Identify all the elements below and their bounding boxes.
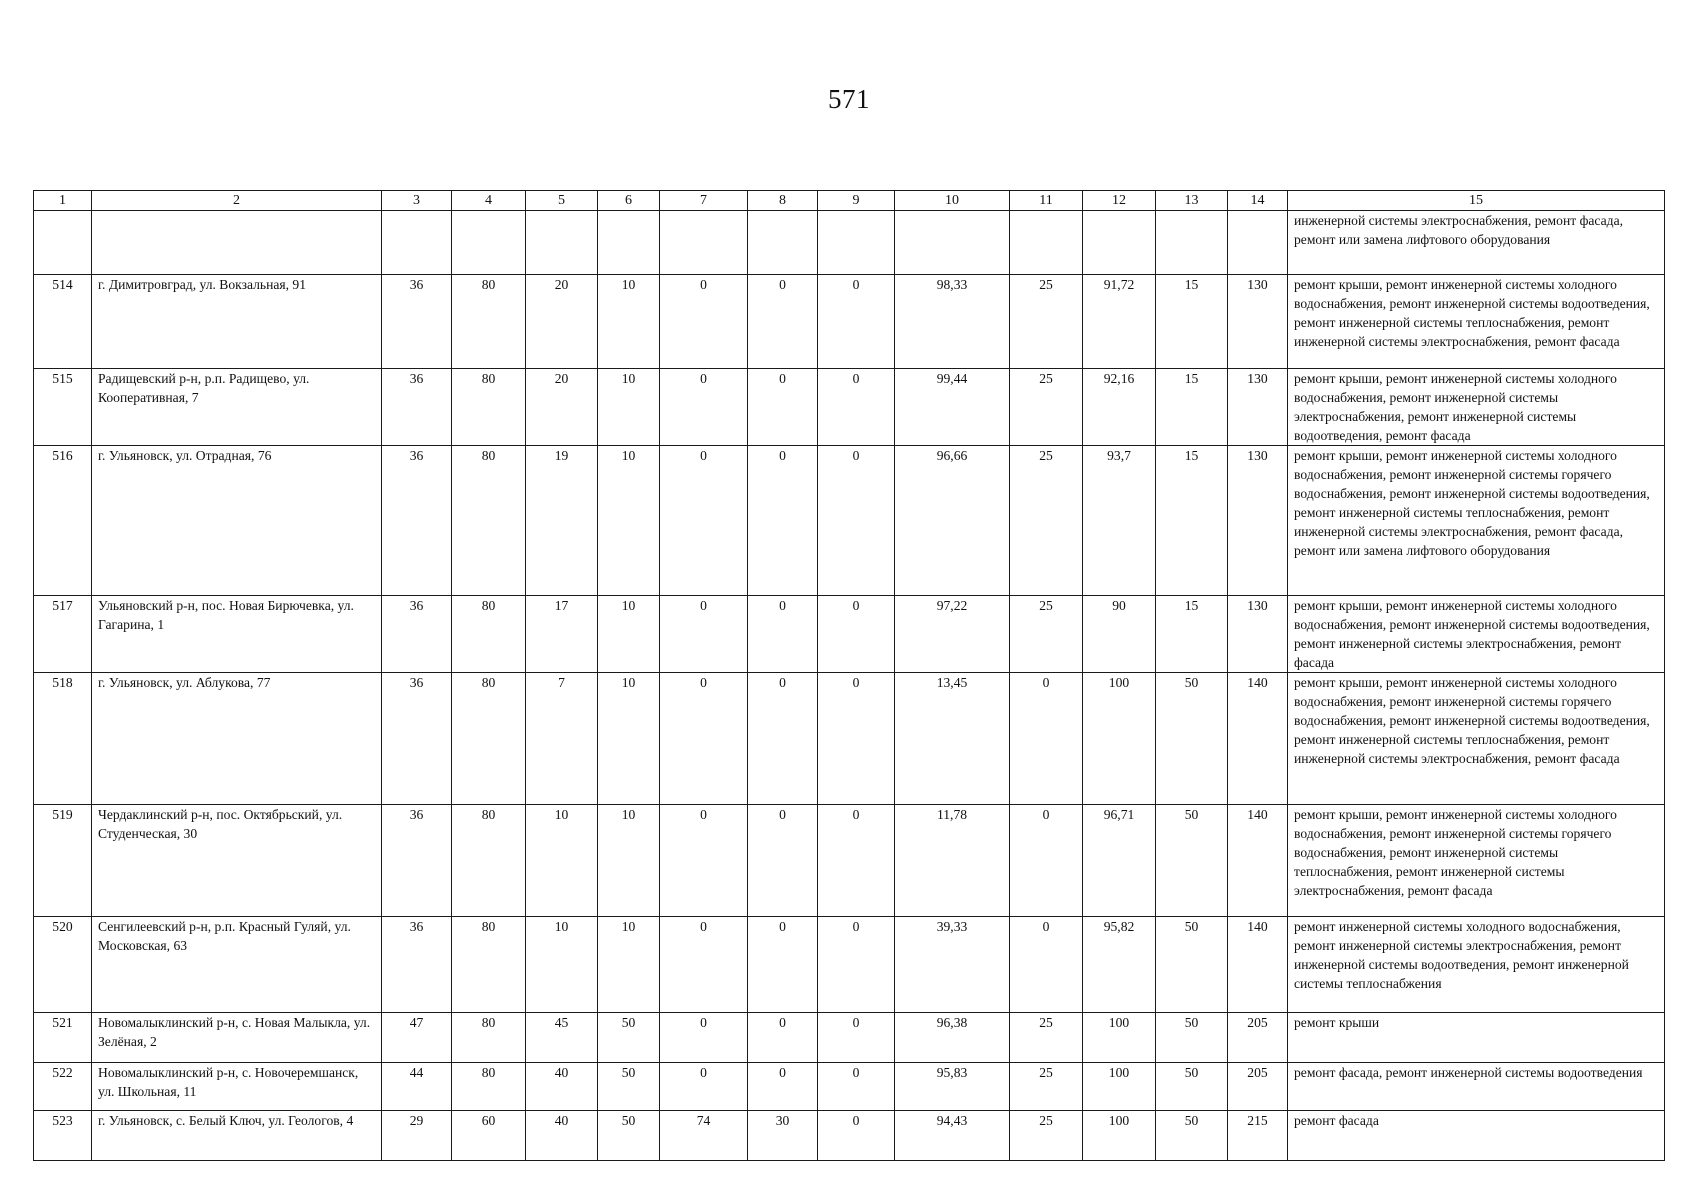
value-cell-c5: 10 <box>526 805 598 917</box>
address-cell: г. Ульяновск, ул. Аблукова, 77 <box>92 673 382 805</box>
value-cell-c14: 130 <box>1228 369 1288 446</box>
row-number-cell: 516 <box>34 446 92 596</box>
column-header: 15 <box>1288 191 1665 211</box>
value-cell-c14: 130 <box>1228 275 1288 369</box>
value-cell-c8: 0 <box>748 673 818 805</box>
value-cell-c8: 0 <box>748 596 818 673</box>
value-cell-c14: 140 <box>1228 805 1288 917</box>
value-cell-c7: 0 <box>660 596 748 673</box>
table-row <box>34 1111 1665 1161</box>
value-cell-c14: 140 <box>1228 673 1288 805</box>
value-cell-c3: 36 <box>382 805 452 917</box>
value-cell-c3: 36 <box>382 673 452 805</box>
works-cell: ремонт крыши, ремонт инженерной системы холодного водоснабжения, ремонт инженерной системы водоотведения, ремонт инженерной системы теплоснабжения, ремонт инженерной системы электроснабжения, ремонт фасада <box>1288 275 1665 369</box>
works-cell: ремонт фасада <box>1288 1111 1665 1161</box>
column-header: 3 <box>382 191 452 211</box>
value-cell-c5 <box>526 211 598 275</box>
value-cell-c7: 74 <box>660 1111 748 1161</box>
works-cell: ремонт инженерной системы холодного водоснабжения, ремонт инженерной системы электроснабжения, ремонт инженерной системы водоотведения, ремонт инженерной системы теплоснабжения <box>1288 917 1665 1013</box>
value-cell-c12: 90 <box>1083 596 1156 673</box>
value-cell-c5: 17 <box>526 596 598 673</box>
works-cell: инженерной системы электроснабжения, ремонт фасада, ремонт или замена лифтового оборудования <box>1288 211 1665 275</box>
address-cell: г. Ульяновск, с. Белый Ключ, ул. Геологов, 4 <box>92 1111 382 1161</box>
value-cell-c3: 44 <box>382 1063 452 1111</box>
value-cell-c4: 80 <box>452 917 526 1013</box>
value-cell-c10: 98,33 <box>895 275 1010 369</box>
value-cell-c4 <box>452 211 526 275</box>
value-cell-c7: 0 <box>660 673 748 805</box>
value-cell-c11: 0 <box>1010 673 1083 805</box>
value-cell-c9: 0 <box>818 369 895 446</box>
repair-program-table <box>33 190 1665 1161</box>
value-cell-c10: 94,43 <box>895 1111 1010 1161</box>
value-cell-c8: 0 <box>748 917 818 1013</box>
value-cell-c9: 0 <box>818 275 895 369</box>
value-cell-c7: 0 <box>660 275 748 369</box>
address-cell: Радищевский р-н, р.п. Радищево, ул. Кооперативная, 7 <box>92 369 382 446</box>
column-header: 2 <box>92 191 382 211</box>
table-row <box>34 211 1665 275</box>
table-row <box>34 596 1665 673</box>
address-cell: Сенгилеевский р-н, р.п. Красный Гуляй, ул. Московская, 63 <box>92 917 382 1013</box>
value-cell-c9: 0 <box>818 805 895 917</box>
value-cell-c3: 36 <box>382 446 452 596</box>
value-cell-c12: 100 <box>1083 1111 1156 1161</box>
value-cell-c10 <box>895 211 1010 275</box>
value-cell-c10: 13,45 <box>895 673 1010 805</box>
value-cell-c4: 80 <box>452 369 526 446</box>
works-cell: ремонт крыши, ремонт инженерной системы холодного водоснабжения, ремонт инженерной системы горячего водоснабжения, ремонт инженерной системы водоотведения, ремонт инженерной системы теплоснабжения, ремонт инженерной системы электроснабжения, ремонт фасада, ремонт или замена лифтового оборудования <box>1288 446 1665 596</box>
works-cell: ремонт крыши, ремонт инженерной системы холодного водоснабжения, ремонт инженерной системы водоотведения, ремонт инженерной системы электроснабжения, ремонт фасада <box>1288 596 1665 673</box>
row-number-cell: 523 <box>34 1111 92 1161</box>
row-number-cell: 520 <box>34 917 92 1013</box>
table-row <box>34 446 1665 596</box>
value-cell-c7: 0 <box>660 446 748 596</box>
works-cell: ремонт фасада, ремонт инженерной системы водоотведения <box>1288 1063 1665 1111</box>
value-cell-c10: 95,83 <box>895 1063 1010 1111</box>
column-header: 14 <box>1228 191 1288 211</box>
address-cell: Ульяновский р-н, пос. Новая Бирючевка, ул. Гагарина, 1 <box>92 596 382 673</box>
table-row <box>34 369 1665 446</box>
value-cell-c8: 0 <box>748 369 818 446</box>
column-header: 10 <box>895 191 1010 211</box>
table-row <box>34 1063 1665 1111</box>
works-cell: ремонт крыши, ремонт инженерной системы холодного водоснабжения, ремонт инженерной системы горячего водоснабжения, ремонт инженерной системы водоотведения, ремонт инженерной системы теплоснабжения, ремонт инженерной системы электроснабжения, ремонт фасада <box>1288 673 1665 805</box>
value-cell-c4: 80 <box>452 673 526 805</box>
value-cell-c6: 50 <box>598 1063 660 1111</box>
value-cell-c4: 80 <box>452 1063 526 1111</box>
value-cell-c10: 99,44 <box>895 369 1010 446</box>
value-cell-c14 <box>1228 211 1288 275</box>
value-cell-c5: 10 <box>526 917 598 1013</box>
address-cell <box>92 211 382 275</box>
value-cell-c13: 50 <box>1156 917 1228 1013</box>
column-header: 12 <box>1083 191 1156 211</box>
column-header: 11 <box>1010 191 1083 211</box>
row-number-cell: 519 <box>34 805 92 917</box>
value-cell-c8: 30 <box>748 1111 818 1161</box>
row-number-cell <box>34 211 92 275</box>
value-cell-c13: 15 <box>1156 446 1228 596</box>
column-header: 9 <box>818 191 895 211</box>
value-cell-c3: 29 <box>382 1111 452 1161</box>
value-cell-c12 <box>1083 211 1156 275</box>
row-number-cell: 518 <box>34 673 92 805</box>
value-cell-c13 <box>1156 211 1228 275</box>
value-cell-c7 <box>660 211 748 275</box>
row-number-cell: 522 <box>34 1063 92 1111</box>
column-header: 4 <box>452 191 526 211</box>
works-cell: ремонт крыши, ремонт инженерной системы холодного водоснабжения, ремонт инженерной системы электроснабжения, ремонт инженерной системы водоотведения, ремонт фасада <box>1288 369 1665 446</box>
column-number-row <box>34 191 1665 211</box>
value-cell-c4: 80 <box>452 805 526 917</box>
value-cell-c4: 80 <box>452 596 526 673</box>
value-cell-c6: 50 <box>598 1013 660 1063</box>
address-cell: Чердаклинский р-н, пос. Октябрьский, ул. Студенческая, 30 <box>92 805 382 917</box>
value-cell-c12: 100 <box>1083 1063 1156 1111</box>
column-header: 8 <box>748 191 818 211</box>
value-cell-c11: 0 <box>1010 805 1083 917</box>
value-cell-c4: 80 <box>452 446 526 596</box>
value-cell-c3: 36 <box>382 917 452 1013</box>
value-cell-c10: 97,22 <box>895 596 1010 673</box>
table-body <box>34 191 1665 1161</box>
value-cell-c14: 205 <box>1228 1063 1288 1111</box>
value-cell-c14: 130 <box>1228 446 1288 596</box>
value-cell-c10: 11,78 <box>895 805 1010 917</box>
value-cell-c7: 0 <box>660 369 748 446</box>
value-cell-c12: 91,72 <box>1083 275 1156 369</box>
value-cell-c9: 0 <box>818 673 895 805</box>
value-cell-c11: 25 <box>1010 1063 1083 1111</box>
value-cell-c12: 93,7 <box>1083 446 1156 596</box>
table-row <box>34 805 1665 917</box>
table-row <box>34 1013 1665 1063</box>
value-cell-c6: 10 <box>598 275 660 369</box>
column-header: 6 <box>598 191 660 211</box>
value-cell-c9: 0 <box>818 917 895 1013</box>
address-cell: г. Ульяновск, ул. Отрадная, 76 <box>92 446 382 596</box>
value-cell-c12: 92,16 <box>1083 369 1156 446</box>
value-cell-c11: 25 <box>1010 1111 1083 1161</box>
value-cell-c11: 25 <box>1010 275 1083 369</box>
value-cell-c9: 0 <box>818 1111 895 1161</box>
value-cell-c11: 25 <box>1010 596 1083 673</box>
value-cell-c14: 140 <box>1228 917 1288 1013</box>
table-row <box>34 917 1665 1013</box>
value-cell-c7: 0 <box>660 1013 748 1063</box>
value-cell-c12: 100 <box>1083 1013 1156 1063</box>
value-cell-c6 <box>598 211 660 275</box>
value-cell-c10: 96,38 <box>895 1013 1010 1063</box>
row-number-cell: 515 <box>34 369 92 446</box>
column-header: 13 <box>1156 191 1228 211</box>
value-cell-c3: 36 <box>382 596 452 673</box>
value-cell-c12: 96,71 <box>1083 805 1156 917</box>
value-cell-c9 <box>818 211 895 275</box>
value-cell-c8: 0 <box>748 1013 818 1063</box>
value-cell-c8: 0 <box>748 275 818 369</box>
value-cell-c12: 95,82 <box>1083 917 1156 1013</box>
value-cell-c7: 0 <box>660 805 748 917</box>
row-number-cell: 517 <box>34 596 92 673</box>
address-cell: Новомалыклинский р-н, с. Новая Малыкла, ул. Зелёная, 2 <box>92 1013 382 1063</box>
page-number: 571 <box>828 84 870 114</box>
table-row <box>34 275 1665 369</box>
value-cell-c4: 60 <box>452 1111 526 1161</box>
value-cell-c13: 50 <box>1156 1111 1228 1161</box>
value-cell-c11: 25 <box>1010 369 1083 446</box>
column-header: 7 <box>660 191 748 211</box>
value-cell-c13: 50 <box>1156 673 1228 805</box>
value-cell-c5: 40 <box>526 1111 598 1161</box>
value-cell-c14: 205 <box>1228 1013 1288 1063</box>
value-cell-c6: 10 <box>598 673 660 805</box>
value-cell-c9: 0 <box>818 446 895 596</box>
value-cell-c6: 50 <box>598 1111 660 1161</box>
value-cell-c9: 0 <box>818 596 895 673</box>
value-cell-c8: 0 <box>748 446 818 596</box>
value-cell-c4: 80 <box>452 1013 526 1063</box>
value-cell-c12: 100 <box>1083 673 1156 805</box>
value-cell-c5: 7 <box>526 673 598 805</box>
value-cell-c13: 50 <box>1156 1013 1228 1063</box>
value-cell-c5: 45 <box>526 1013 598 1063</box>
value-cell-c9: 0 <box>818 1013 895 1063</box>
value-cell-c5: 20 <box>526 275 598 369</box>
value-cell-c11: 25 <box>1010 1013 1083 1063</box>
value-cell-c6: 10 <box>598 446 660 596</box>
value-cell-c11: 25 <box>1010 446 1083 596</box>
row-number-cell: 514 <box>34 275 92 369</box>
value-cell-c7: 0 <box>660 1063 748 1111</box>
value-cell-c13: 15 <box>1156 596 1228 673</box>
column-header: 1 <box>34 191 92 211</box>
value-cell-c5: 20 <box>526 369 598 446</box>
value-cell-c7: 0 <box>660 917 748 1013</box>
value-cell-c6: 10 <box>598 369 660 446</box>
value-cell-c8 <box>748 211 818 275</box>
value-cell-c13: 50 <box>1156 1063 1228 1111</box>
value-cell-c5: 40 <box>526 1063 598 1111</box>
value-cell-c13: 15 <box>1156 369 1228 446</box>
value-cell-c10: 96,66 <box>895 446 1010 596</box>
value-cell-c14: 130 <box>1228 596 1288 673</box>
value-cell-c13: 50 <box>1156 805 1228 917</box>
value-cell-c11: 0 <box>1010 917 1083 1013</box>
value-cell-c11 <box>1010 211 1083 275</box>
value-cell-c8: 0 <box>748 1063 818 1111</box>
value-cell-c3 <box>382 211 452 275</box>
value-cell-c9: 0 <box>818 1063 895 1111</box>
value-cell-c5: 19 <box>526 446 598 596</box>
value-cell-c6: 10 <box>598 596 660 673</box>
value-cell-c8: 0 <box>748 805 818 917</box>
value-cell-c13: 15 <box>1156 275 1228 369</box>
value-cell-c10: 39,33 <box>895 917 1010 1013</box>
value-cell-c3: 36 <box>382 369 452 446</box>
value-cell-c3: 36 <box>382 275 452 369</box>
address-cell: г. Димитровград, ул. Вокзальная, 91 <box>92 275 382 369</box>
works-cell: ремонт крыши <box>1288 1013 1665 1063</box>
value-cell-c14: 215 <box>1228 1111 1288 1161</box>
value-cell-c4: 80 <box>452 275 526 369</box>
table-row <box>34 673 1665 805</box>
value-cell-c3: 47 <box>382 1013 452 1063</box>
column-header: 5 <box>526 191 598 211</box>
address-cell: Новомалыклинский р-н, с. Новочеремшанск, ул. Школьная, 11 <box>92 1063 382 1111</box>
row-number-cell: 521 <box>34 1013 92 1063</box>
works-cell: ремонт крыши, ремонт инженерной системы холодного водоснабжения, ремонт инженерной системы горячего водоснабжения, ремонт инженерной системы теплоснабжения, ремонт инженерной системы электроснабжения, ремонт фасада <box>1288 805 1665 917</box>
value-cell-c6: 10 <box>598 917 660 1013</box>
value-cell-c6: 10 <box>598 805 660 917</box>
